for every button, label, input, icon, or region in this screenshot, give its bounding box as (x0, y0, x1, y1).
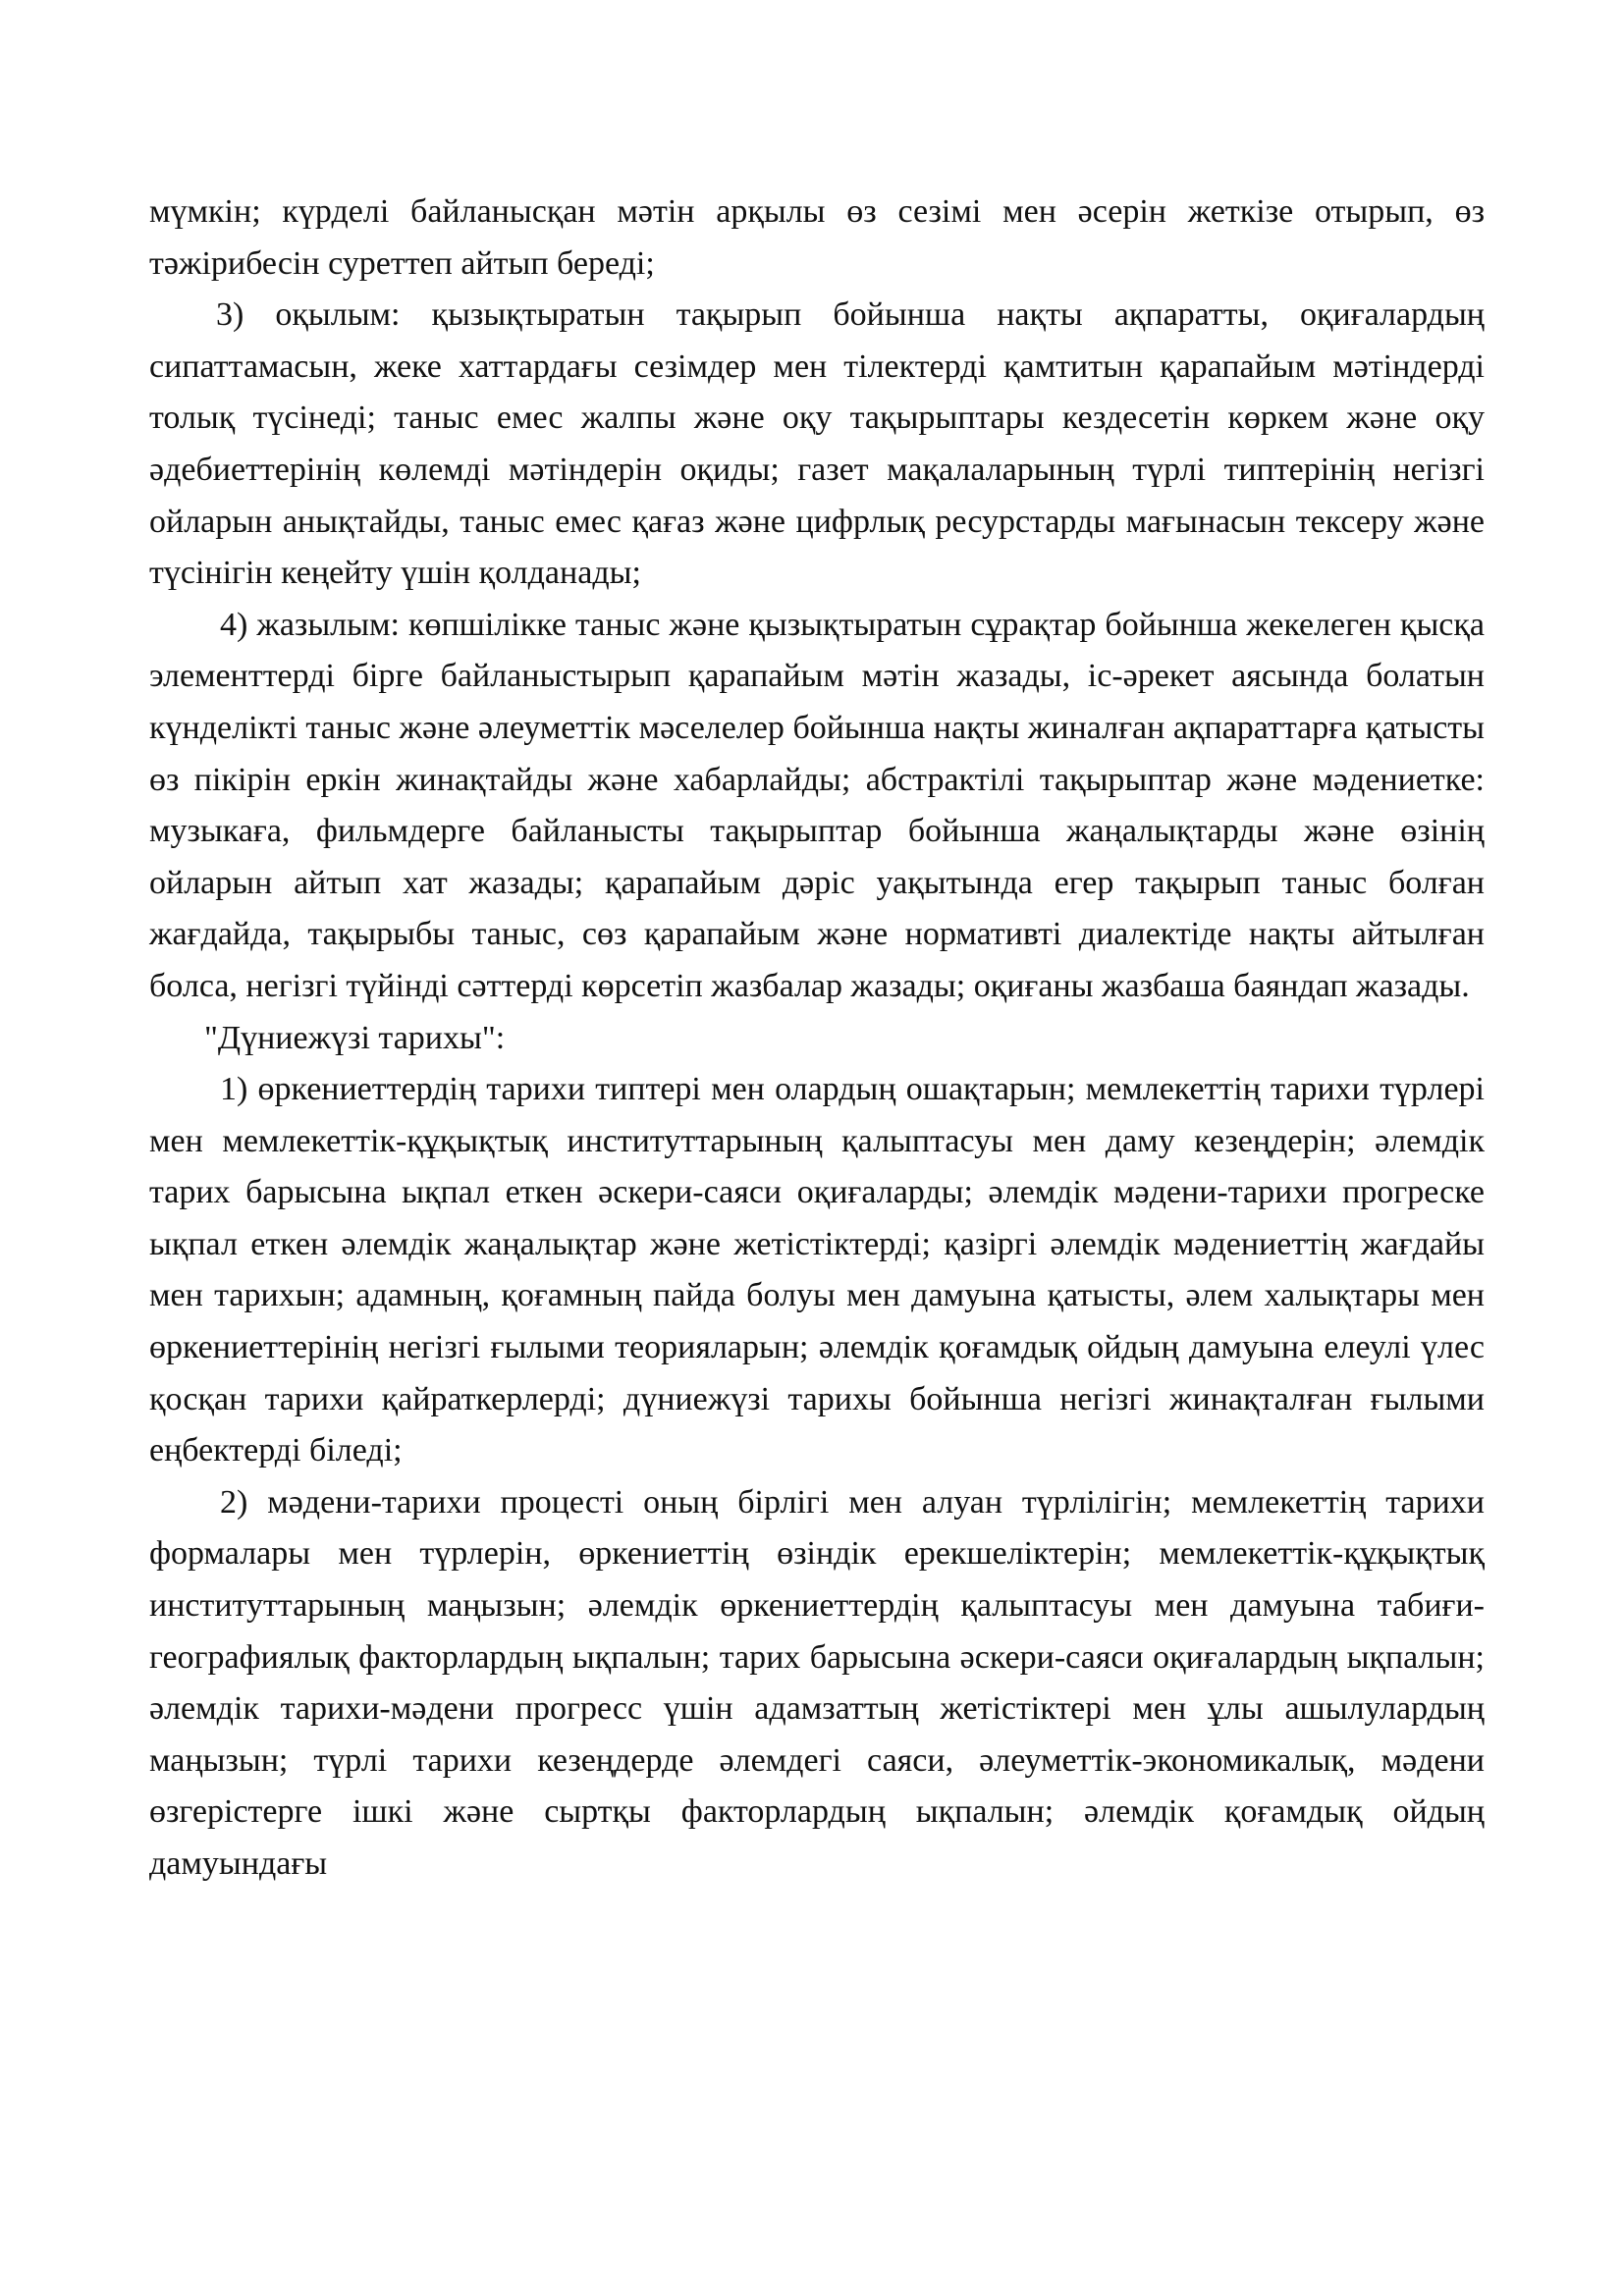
section-heading-world-history: "Дүниежүзі тарихы": (204, 1019, 506, 1056)
paragraph-continuation: мүмкін; күрделі байланысқан мәтін арқылы өз сезімі мен әсерін жеткізе отырып, өз тәжірибесін суреттеп айтып береді; (149, 193, 1485, 282)
document-page (149, 187, 1485, 1891)
paragraph-writing: 4) жазылым: көпшілікке таныс және қызықтыратын сұрақтар бойынша жекелеген қысқа элементтерді бірге байланыстырып қарапайым мәтін жазады, іс-әрекет аясында болатын күнделікті таныс және әлеуметтік мәселелер бойынша нақты жиналған ақпараттарға қатысты өз пікірін еркін жинақтайды және хабарлайды; абстрактілі тақырыптар және мәдениетке: музыкаға, фильмдерге байланысты тақырыптар бойынша жаңалықтарды және өзінің ойларын айтып хат жазады; қарапайым дәріс уақытында егер тақырып таныс болған жағдайда, тақырыбы таныс, сөз қарапайым және нормативті диалектіде нақты айтылған болса, негізгі түйінді сәттерді көрсетіп жазбалар жазады; оқиғаны жазбаша баяндап жазады. (149, 606, 1485, 1004)
paragraph-world-history-2: 2) мәдени-тарихи процесті оның бірлігі мен алуан түрлілігін; мемлекеттің тарихи формалары мен түрлерін, өркениеттің өзіндік ерекшеліктерін; мемлекеттік-құқықтық институттарының маңызын; әлемдік өркениеттердің қалыптасуы мен дамуына табиғи-географиялық факторлардың ықпалын; тарих барысына әскери-саяси оқиғалардың ықпалын; әлемдік тарихи-мәдени прогресс үшін адамзаттың жетістіктері мен ұлы ашылулардың маңызын; түрлі тарихи кезеңдерде әлемдегі саяси, әлеуметтік-экономикалық, мәдени өзгерістерге ішкі және сыртқы факторлардың ықпалын; әлемдік қоғамдық ойдың дамуындағы (149, 1483, 1485, 1882)
paragraph-world-history-1: 1) өркениеттердің тарихи типтері мен олардың ошақтарын; мемлекеттің тарихи түрлері мен мемлекеттік-құқықтық институттарының қалыптасуы мен даму кезеңдерін; әлемдік тарих барысына ықпал еткен әскери-саяси оқиғаларды; әлемдік мәдени-тарихи прогреске ықпал еткен әлемдік жаңалықтар және жетістіктерді; қазіргі әлемдік мәдениеттің жағдайы мен тарихын; адамның, қоғамның пайда болуы мен дамуына қатысты, әлем халықтары мен өркениеттерінің негізгі ғылыми теорияларын; әлемдік қоғамдық ойдың дамуына елеулі үлес қосқан тарихи қайраткерлерді; дүниежүзі тарихы бойынша негізгі жинақталған ғылыми еңбектерді біледі; (149, 1071, 1485, 1469)
paragraph-reading: 3) оқылым: қызықтыратын тақырып бойынша нақты ақпаратты, оқиғалардың сипаттамасын, жеке хаттардағы сезімдер мен тілектерді қамтитын қарапайым мәтіндерді толық түсінеді; таныс емес жалпы және оқу тақырыптары кездесетін көркем және оқу әдебиеттерінің көлемді мәтіндерін оқиды; газет мақалаларының түрлі типтерінің негізгі ойларын анықтайды, таныс емес қағаз және цифрлық ресурстарды мағынасын тексеру және түсінігін кеңейту үшін қолданады; (149, 296, 1485, 592)
